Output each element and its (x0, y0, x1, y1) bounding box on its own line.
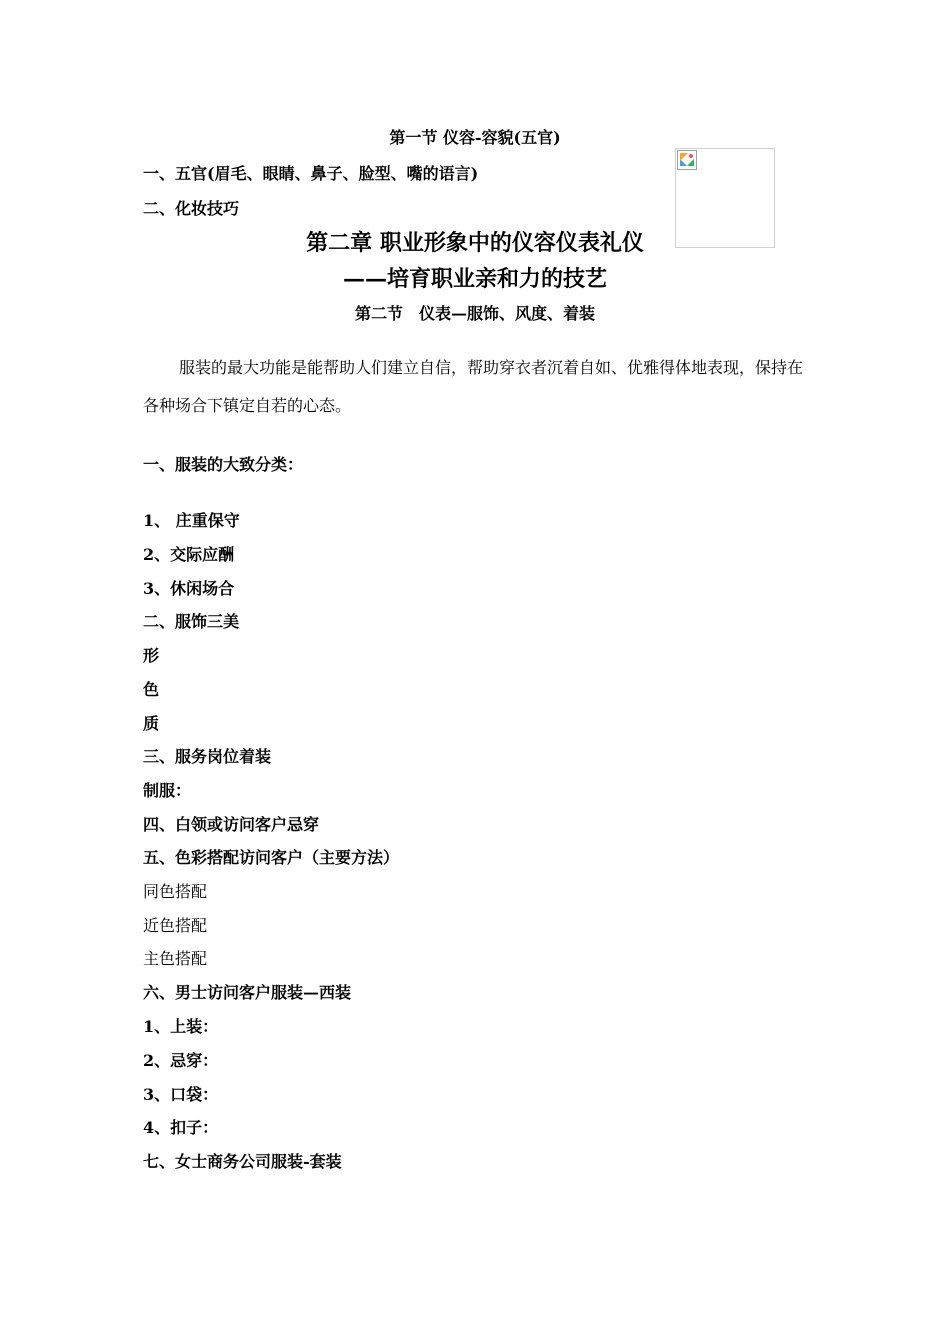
list-item: 2、忌穿： (143, 1051, 219, 1070)
section2-title: 第二节 仪表—服饰、风度、着装 (354, 304, 595, 323)
intro-paragraph: 服装的最大功能是能帮助人们建立自信，帮助穿衣者沉着自如、优雅得体地表现，保持在各种场合下镇定自若的心态。 (143, 358, 804, 415)
list-item: 七、女士商务公司服装-套装 (143, 1152, 342, 1171)
list-item: 1、上装： (143, 1017, 219, 1036)
list-item: 一、服装的大致分类： (143, 455, 304, 474)
s1-item-facial-features: 一、五官(眉毛、眼睛、鼻子、脸型、嘴的语言) (143, 164, 479, 183)
list-item: 近色搭配 (143, 916, 208, 935)
list-item: 四、白领或访问客户忌穿 (143, 815, 320, 834)
list-item: 质 (143, 714, 160, 733)
list-item: 2、交际应酬 (143, 545, 235, 564)
chapter-subtitle: ——培育职业亲和力的技艺 (342, 266, 607, 292)
list-item: 三、服务岗位着装 (143, 747, 272, 766)
s1-item-makeup: 二、化妆技巧 (143, 199, 240, 218)
list-item: 色 (143, 680, 160, 699)
list-item: 五、色彩搭配访问客户（主要方法） (143, 848, 400, 867)
list-item: 3、休闲场合 (143, 579, 235, 598)
list-item: 1、 庄重保守 (143, 511, 240, 530)
list-item: 4、扣子： (143, 1118, 219, 1137)
list-item: 形 (143, 646, 160, 665)
list-item: 制服： (143, 781, 192, 800)
list-item: 二、服饰三美 (143, 612, 240, 631)
chapter-title: 第二章 职业形象中的仪容仪表礼仪 (306, 230, 644, 256)
broken-image-icon (677, 150, 697, 170)
list-item: 同色搭配 (143, 882, 208, 901)
list-item: 主色搭配 (143, 949, 208, 968)
list-item: 六、男士访问客户服装—西装 (143, 983, 352, 1002)
list-item: 3、口袋： (143, 1085, 219, 1104)
section1-title: 第一节 仪容-容貌(五官) (389, 128, 561, 147)
